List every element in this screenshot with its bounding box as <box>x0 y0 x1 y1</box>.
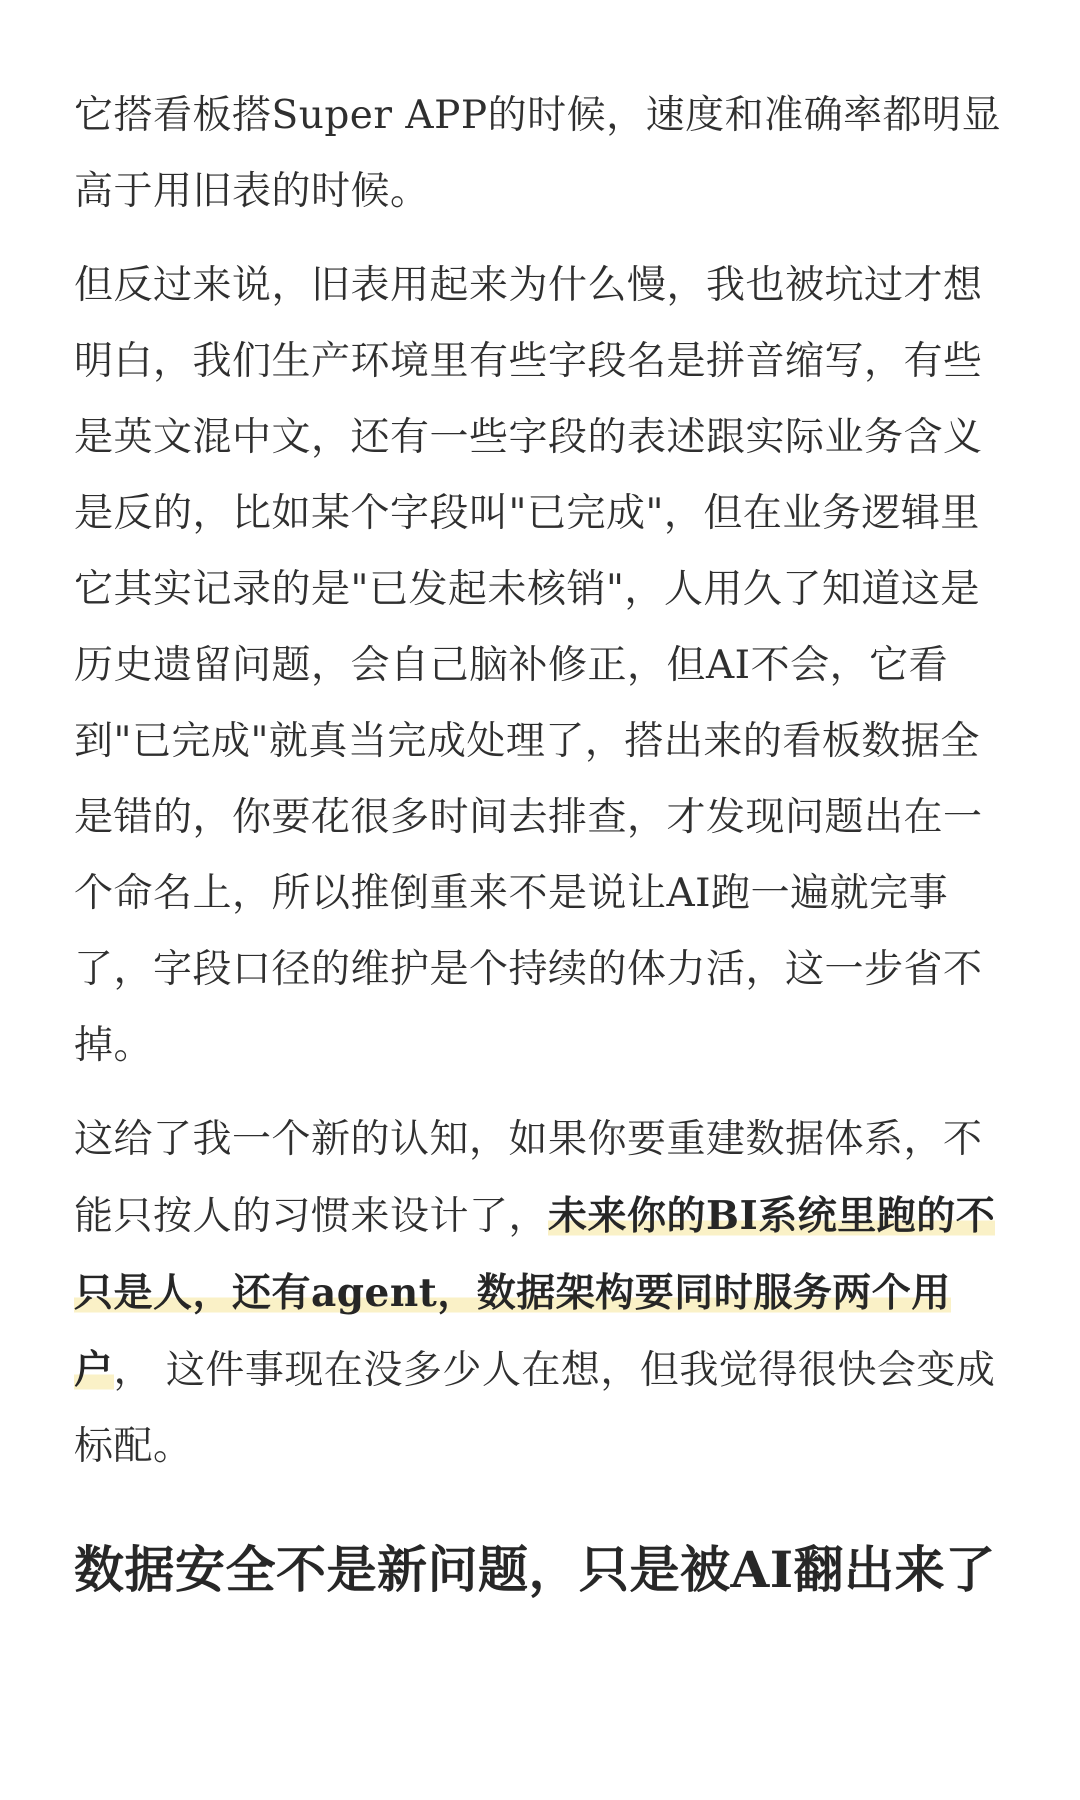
section-heading: 数据安全不是新问题，只是被AI翻出来了 <box>74 1540 996 1599</box>
highlighted-text: 未来你的BI系统里跑的不只是人，还有agent，数据架构要同时服务两个用户 <box>74 1193 996 1393</box>
paragraph <box>74 1102 1014 1485</box>
article-body <box>74 78 1014 1607</box>
paragraph-text: ， 这件事现在没多少人在想，但我觉得很快会变成标配。 <box>74 1348 996 1469</box>
paragraph: 但反过来说，旧表用起来为什么慢，我也被坑过才想明白，我们生产环境里有些字段名是拼音缩写，有些是英文混中文，还有一些字段的表述跟实际业务含义是反的，比如某个字段叫"已完成"，但在业务逻辑里它其实记录的是"已发起未核销"，人用久了知道这是历史遗留问题，会自己脑补修正，但AI不会，它看到"已完成"就真当完成处理了，搭出来的看板数据全是错的，你要花很多时间去排查，才发现问题出在一个命名上，所以推倒重来不是说让AI跑一遍就完事了，字段口径的维护是个持续的体力活，这一步省不掉。 <box>74 263 983 1068</box>
paragraph-text: 这给了我一个新的认知，如果你要重建数据体系，不能只按人的习惯来设计了， <box>74 1117 983 1239</box>
paragraph: 它搭看板搭Super APP的时候，速度和准确率都明显高于用旧表的时候。 <box>74 93 1002 214</box>
